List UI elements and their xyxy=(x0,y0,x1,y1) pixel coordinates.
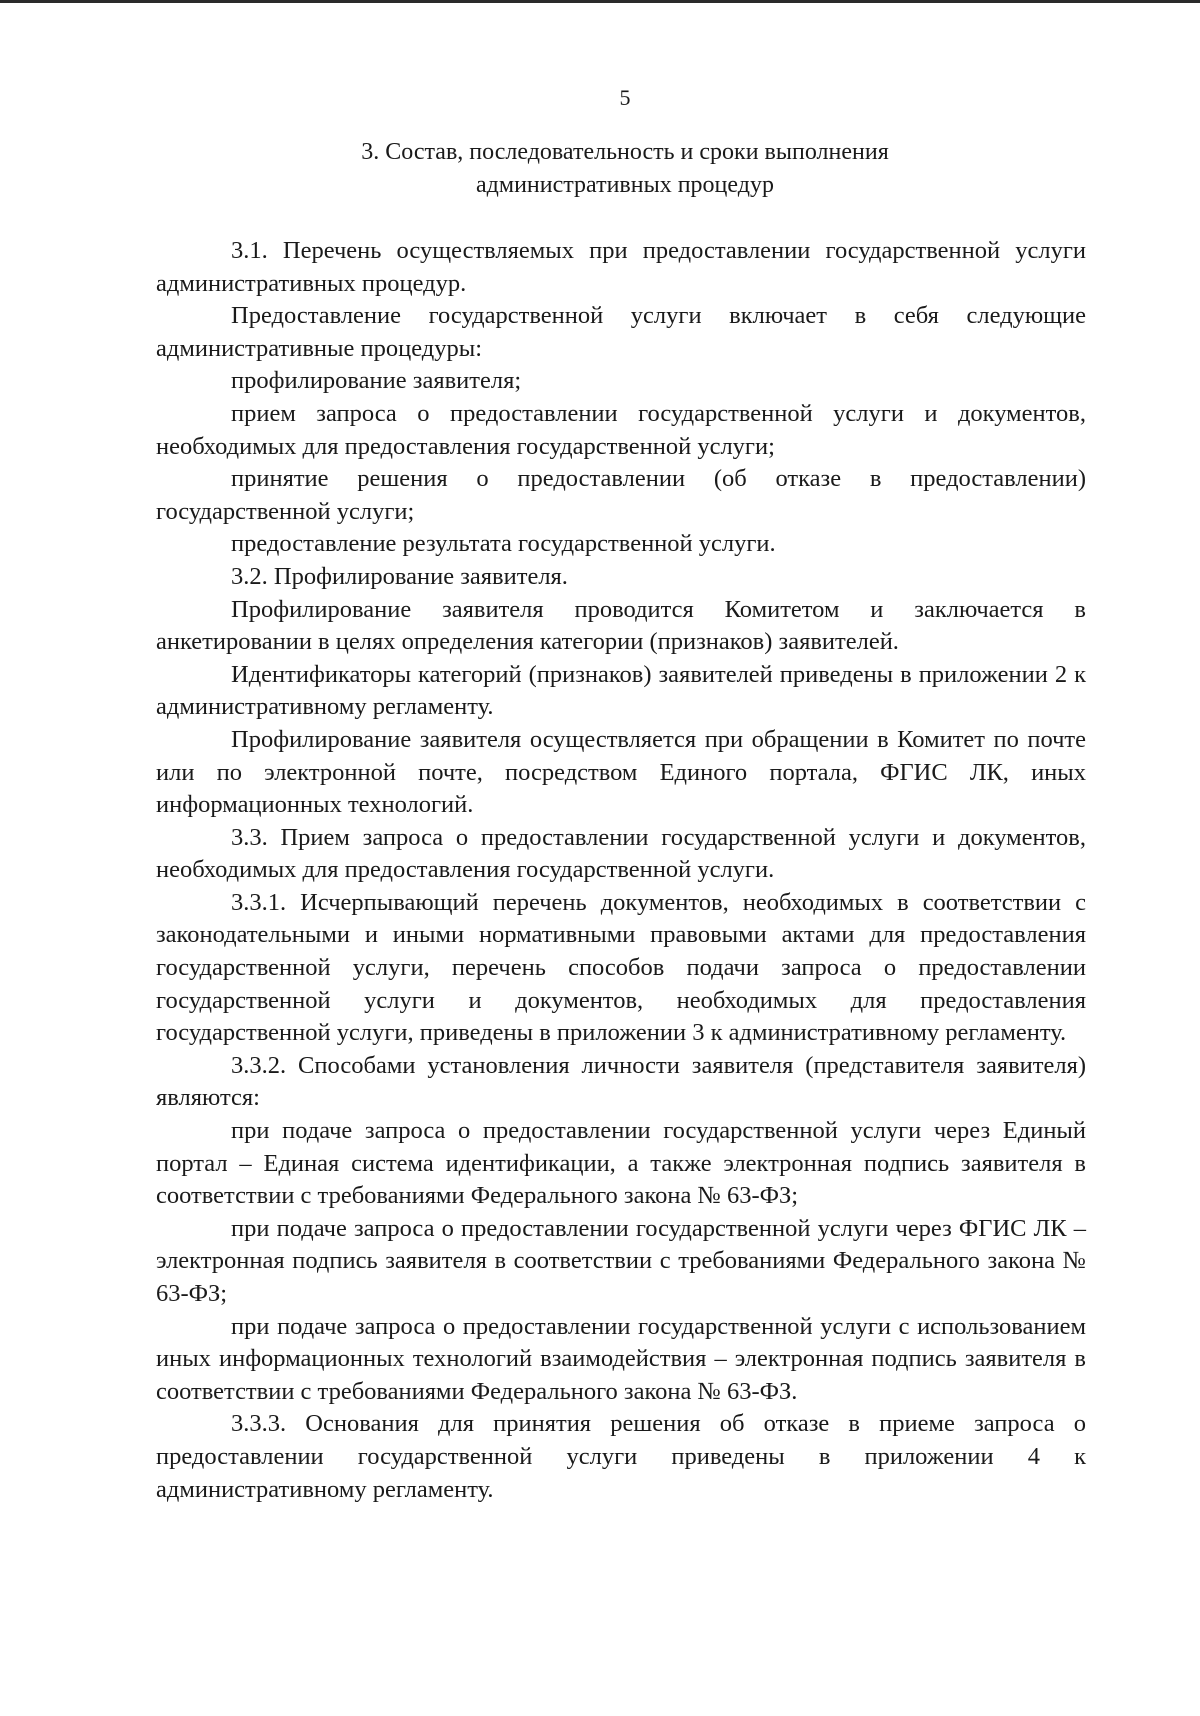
paragraph-3-3: 3.3. Прием запроса о предоставлении государственной услуги и документов, необходимых для предоставления государственной услуги. xyxy=(156,823,1086,884)
paragraph-item-request-intake: прием запроса о предоставлении государственной услуги и документов, необходимых для предоставления государственной услуги; xyxy=(156,399,1086,460)
document-body xyxy=(156,235,1086,1506)
paragraph-3-3-3: 3.3.3. Основания для принятия решения об отказе в приеме запроса о предоставлении государственной услуги приведены в приложении 4 к административному регламенту. xyxy=(156,1410,1086,1503)
paragraph-item-result: предоставление результата государственной услуги. xyxy=(231,530,776,558)
section-heading xyxy=(0,136,1200,202)
paragraph-3-2: 3.2. Профилирование заявителя. xyxy=(231,562,568,590)
paragraph-3-1: 3.1. Перечень осуществляемых при предоставлении государственной услуги административных процедур. xyxy=(156,237,1086,297)
paragraph-3-3-2: 3.3.2. Способами установления личности заявителя (представителя заявителя) являются: xyxy=(156,1051,1086,1112)
paragraph-identity-other: при подаче запроса о предоставлении государственной услуги с использованием иных информационных технологий взаимодействия – электронная подпись заявителя в соответствии с требованиями Федерального закона № 63-ФЗ. xyxy=(156,1312,1086,1405)
paragraph-identity-fgis: при подаче запроса о предоставлении государственной услуги через ФГИС ЛК – электронная подпись заявителя в соответствии с требованиями Федерального закона № 63-ФЗ; xyxy=(156,1214,1086,1307)
section-heading-line-2: административных процедур xyxy=(476,172,774,198)
scan-edge-line xyxy=(0,0,1200,3)
section-heading-line-1: 3. Состав, последовательность и сроки выполнения xyxy=(361,139,889,165)
paragraph-item-decision: принятие решения о предоставлении (об отказе в предоставлении) государственной услуги; xyxy=(156,465,1086,525)
paragraph-profiling-description: Профилирование заявителя проводится Комитетом и заключается в анкетировании в целях определения категории (признаков) заявителей. xyxy=(156,595,1086,656)
paragraph-identifiers: Идентификаторы категорий (признаков) заявителей приведены в приложении 2 к административному регламенту. xyxy=(156,660,1086,721)
paragraph-procedures-intro: Предоставление государственной услуги включает в себя следующие административные процедуры: xyxy=(156,302,1086,362)
paragraph-item-profiling: профилирование заявителя; xyxy=(231,367,522,395)
page-number: 5 xyxy=(619,85,631,110)
paragraph-identity-portal: при подаче запроса о предоставлении государственной услуги через Единый портал – Единая система идентификации, а также электронная подпись заявителя в соответствии с требованиями Федерального закона № 63-ФЗ; xyxy=(156,1117,1086,1210)
paragraph-profiling-channels: Профилирование заявителя осуществляется при обращении в Комитет по почте или по электронной почте, посредством Единого портала, ФГИС ЛК, иных информационных технологий. xyxy=(156,725,1086,819)
paragraph-3-3-1: 3.3.1. Исчерпывающий перечень документов, необходимых в соответствии с законодательными и иными нормативными правовыми актами для предоставления государственной услуги, перечень способов подачи запроса о предоставлении государственной услуги и документов, необходимых для предоставления государственной услуги, приведены в приложении 3 к административному регламенту. xyxy=(156,888,1086,1047)
